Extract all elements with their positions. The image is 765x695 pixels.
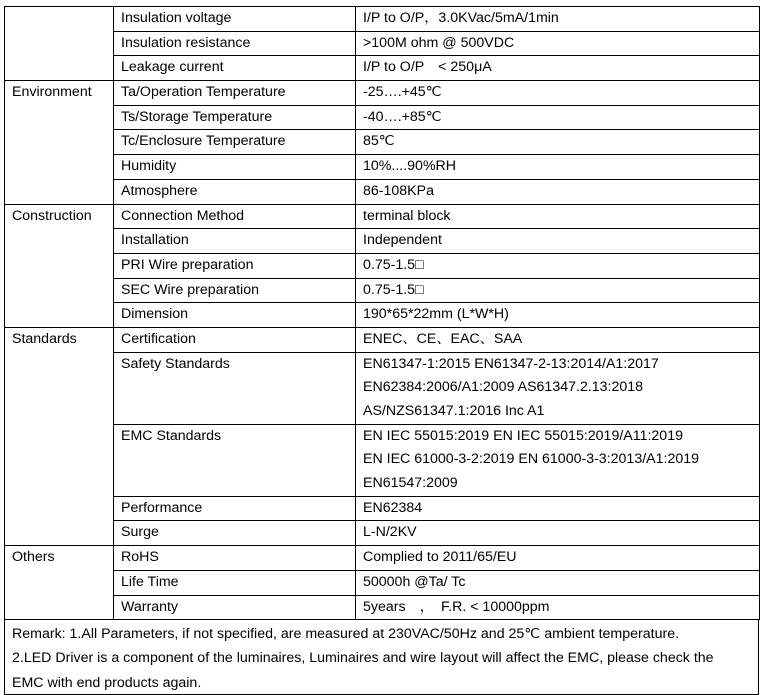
value-cell (356, 105, 760, 130)
parameter-cell (114, 179, 356, 204)
table-row (5, 105, 760, 130)
spec-sheet (4, 6, 759, 695)
value-line: EN62384:2006/A1:2009 AS61347.2.13:2018 (363, 379, 644, 396)
value-line: 190*65*22mm (L*W*H) (363, 306, 509, 323)
parameter-label: Tc/Enclosure Temperature (121, 133, 286, 150)
parameter-label: Safety Standards (121, 355, 230, 372)
group-cell (5, 424, 114, 496)
table-row (5, 496, 760, 521)
group-cell (5, 327, 114, 352)
value-cell (356, 81, 760, 106)
parameter-label: Surge (121, 524, 159, 541)
parameter-cell (114, 130, 356, 155)
group-cell (5, 56, 114, 81)
table-row (5, 546, 760, 571)
value-line: >100M ohm @ 500VDC (363, 34, 515, 51)
value-cell (356, 253, 760, 278)
group-cell (5, 179, 114, 204)
value-line: 0.75-1.5□ (363, 281, 424, 298)
value-line: 86-108KPa (363, 182, 434, 199)
group-label: Others (12, 549, 55, 566)
parameter-cell (114, 521, 356, 546)
parameter-cell (114, 496, 356, 521)
parameter-label: Certification (121, 330, 196, 347)
table-row (5, 278, 760, 303)
parameter-label: PRI Wire preparation (121, 256, 254, 273)
value-line: 50000h @Ta/ Tc (363, 573, 466, 590)
parameter-cell (114, 570, 356, 595)
parameter-label: Insulation voltage (121, 10, 232, 26)
parameter-label: EMC Standards (121, 427, 222, 444)
value-cell (356, 424, 760, 496)
parameter-label: Connection Method (121, 207, 245, 224)
value-cell (356, 521, 760, 546)
table-row (5, 204, 760, 229)
value-line: EN61547:2009 (363, 475, 458, 492)
parameter-cell (114, 327, 356, 352)
value-cell (356, 179, 760, 204)
value-line: 0.75-1.5□ (363, 256, 424, 273)
group-cell (5, 229, 114, 254)
value-cell (356, 546, 760, 571)
parameter-label: Installation (121, 232, 189, 249)
group-label (12, 7, 113, 31)
table-row (5, 56, 760, 81)
value-cell (356, 595, 760, 620)
group-cell (5, 155, 114, 180)
value-line: EN IEC 55015:2019 EN IEC 55015:2019/A11:2019 (363, 427, 683, 444)
parameter-label: Insulation resistance (121, 34, 251, 51)
value-line: Independent (363, 232, 442, 249)
value-line: -25….+45℃ (363, 84, 442, 101)
value-line: 10%....90%RH (363, 158, 457, 175)
group-cell (5, 546, 114, 571)
parameter-cell (114, 204, 356, 229)
remark-line: EMC with end products again. (12, 674, 202, 691)
parameter-cell (114, 56, 356, 81)
value-line: -40….+85℃ (363, 108, 442, 125)
parameter-label: Leakage current (121, 59, 224, 76)
parameter-cell (114, 278, 356, 303)
parameter-label: Humidity (121, 158, 177, 175)
remark-box (4, 620, 759, 695)
table-row (5, 352, 760, 424)
value-cell (356, 352, 760, 424)
value-line: 85℃ (363, 133, 395, 150)
value-line: L-N/2KV (363, 524, 417, 541)
parameter-cell (114, 546, 356, 571)
value-cell (356, 155, 760, 180)
value-line: I/P to O/P，3.0KVac/5mA/1min (363, 10, 559, 26)
group-cell (5, 105, 114, 130)
table-row (5, 253, 760, 278)
parameter-label: Ts/Storage Temperature (121, 108, 273, 125)
value-cell (356, 130, 760, 155)
table-row (5, 7, 760, 32)
parameter-cell (114, 229, 356, 254)
group-label: Construction (12, 207, 92, 224)
value-cell (356, 31, 760, 56)
parameter-label: Life Time (121, 573, 179, 590)
parameter-label: Warranty (121, 598, 179, 615)
value-cell (356, 229, 760, 254)
value-line: EN62384 (363, 499, 423, 516)
table-row (5, 130, 760, 155)
value-cell (356, 278, 760, 303)
value-line: EN IEC 61000-3-2:2019 EN 61000-3-3:2013/A1:2019 (363, 451, 700, 468)
parameter-label: Performance (121, 499, 203, 516)
parameter-label: RoHS (121, 549, 159, 566)
parameter-cell (114, 352, 356, 424)
value-line: ENEC、CE、EAC、SAA (363, 330, 523, 347)
table-row (5, 424, 760, 496)
parameter-cell (114, 31, 356, 56)
value-cell (356, 303, 760, 328)
group-cell (5, 570, 114, 595)
value-cell (356, 570, 760, 595)
value-cell (356, 7, 760, 32)
table-row (5, 229, 760, 254)
parameter-cell (114, 81, 356, 106)
parameter-label: SEC Wire preparation (121, 281, 259, 298)
group-label: Standards (12, 330, 77, 347)
value-cell (356, 56, 760, 81)
table-row (5, 179, 760, 204)
table-row (5, 155, 760, 180)
value-line: AS/NZS61347.1:2016 Inc A1 (363, 403, 545, 419)
value-cell (356, 496, 760, 521)
value-line: EN61347-1:2015 EN61347-2-13:2014/A1:2017 (363, 355, 659, 372)
parameter-label: Ta/Operation Temperature (121, 84, 286, 101)
parameter-cell (114, 253, 356, 278)
parameter-label: Dimension (121, 306, 189, 323)
group-cell (5, 204, 114, 229)
table-row (5, 521, 760, 546)
table-row (5, 31, 760, 56)
group-cell (5, 521, 114, 546)
value-cell (356, 204, 760, 229)
group-cell (5, 31, 114, 56)
remark-line: Remark: 1.All Parameters, if not specified, are measured at 230VAC/50Hz and 25℃ ambient temperature. (12, 626, 680, 643)
group-label: Environment (12, 84, 92, 101)
parameter-cell (114, 303, 356, 328)
value-line: 5years ， F.R. < 10000ppm (363, 598, 550, 615)
value-line: terminal block (363, 207, 451, 224)
value-line: I/P to O/P < 250μA (363, 59, 492, 76)
parameter-cell (114, 105, 356, 130)
group-cell (5, 352, 114, 424)
table-row (5, 327, 760, 352)
table-row (5, 303, 760, 328)
parameter-cell (114, 424, 356, 496)
value-cell (356, 327, 760, 352)
parameter-label: Atmosphere (121, 182, 198, 199)
group-cell (5, 130, 114, 155)
group-cell (5, 595, 114, 620)
table-row (5, 570, 760, 595)
group-cell (5, 278, 114, 303)
specification-table (4, 6, 760, 620)
remark-line: 2.LED Driver is a component of the luminaires, Luminaires and wire layout will affect the EMC, please check the (12, 650, 714, 667)
table-row (5, 81, 760, 106)
value-line: Complied to 2011/65/EU (363, 549, 517, 566)
parameter-cell (114, 155, 356, 180)
group-cell (5, 253, 114, 278)
group-cell (5, 496, 114, 521)
parameter-cell (114, 595, 356, 620)
parameter-cell (114, 7, 356, 32)
group-cell (5, 81, 114, 106)
table-row (5, 595, 760, 620)
group-cell (5, 7, 114, 32)
group-cell (5, 303, 114, 328)
